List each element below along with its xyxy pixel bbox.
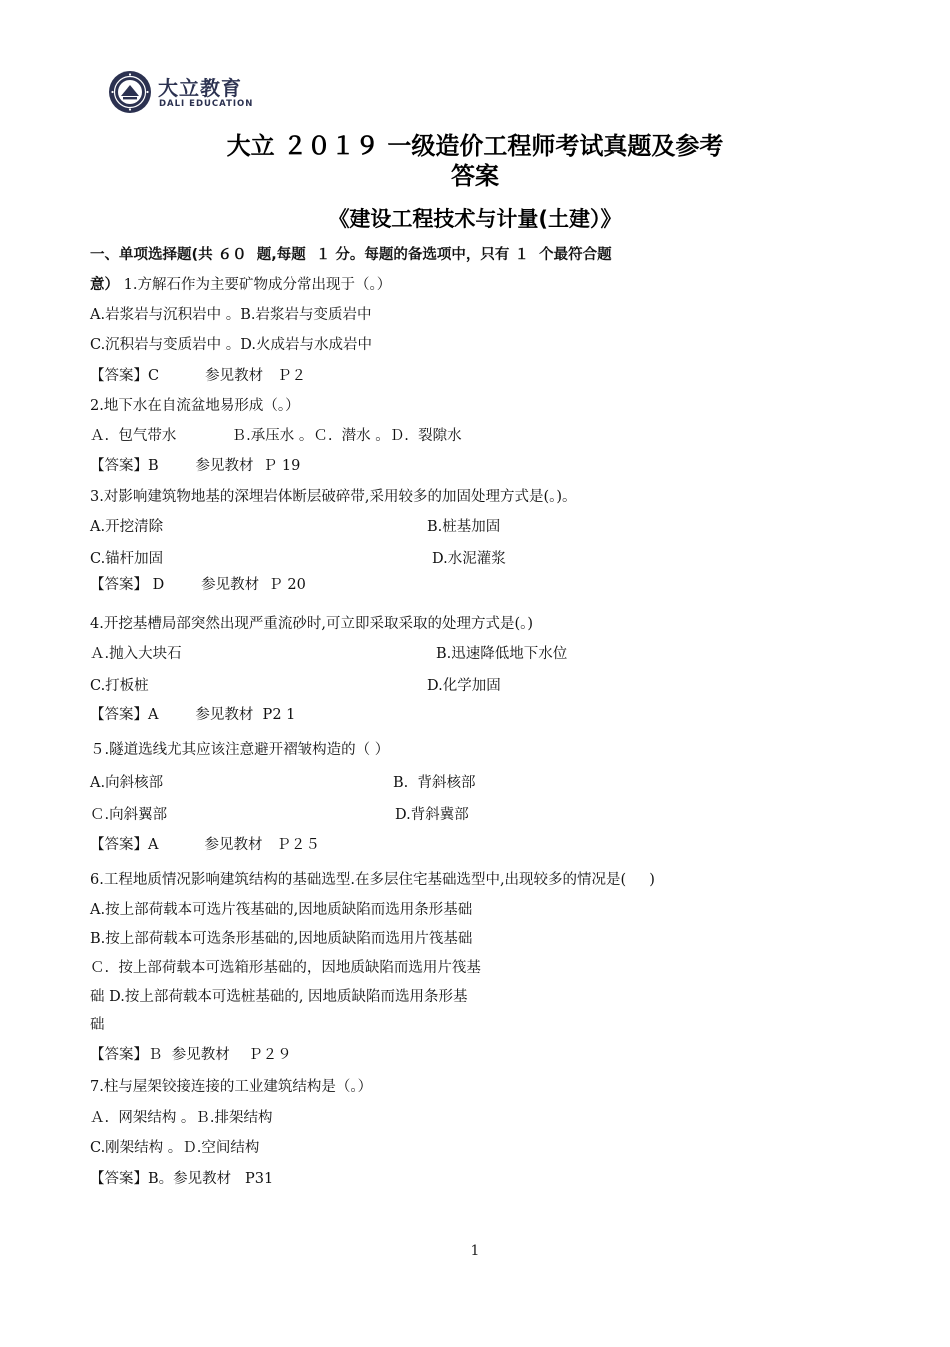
question-4-option-d: D.化学加固	[427, 678, 501, 694]
question-5-stem: ５.隧道选线尤其应该注意避开褶皱构造的（ ）	[90, 742, 390, 758]
question-6-option-line: 础	[90, 1017, 105, 1033]
question-4-option-a: Ａ.抛入大块石	[90, 646, 182, 662]
dali-education-logo	[108, 70, 258, 116]
question-3-option-a: A.开挖清除	[90, 519, 164, 535]
question-7-answer: 【答案】B。参见教材 P31	[90, 1171, 274, 1187]
question-1-option-line: A.岩浆岩与沉积岩中 。B.岩浆岩与变质岩中	[90, 307, 372, 323]
question-6-stem: 6.工程地质情况影响建筑结构的基础选型.在多层住宅基础选型中,出现较多的情况是( )	[90, 872, 655, 888]
question-1-option-line: C.沉积岩与变质岩中 。D.火成岩与水成岩中	[90, 337, 373, 353]
question-4-stem: 4.开挖基槽局部突然出现严重流砂时,可立即采取采取的处理方式是(。)	[90, 616, 534, 632]
section-heading-end: 意）	[90, 277, 119, 293]
question-2-option-line: Ａ. 包气带水 Ｂ.承压水 。Ｃ. 潜水 。Ｄ. 裂隙水	[90, 428, 462, 444]
document-subtitle: 《建设工程技术与计量(土建）》	[328, 207, 622, 231]
question-3-option-b: B.桩基加固	[427, 519, 501, 535]
question-3-stem: 3.对影响建筑物地基的深埋岩体断层破碎带,采用较多的加固处理方式是(。)。	[90, 489, 577, 505]
question-3-option-c: C.锚杆加固	[90, 551, 164, 567]
question-5-answer: 【答案】A 参见教材 Ｐ２５	[90, 837, 320, 853]
document-title-line2: 答案	[451, 162, 499, 190]
question-5-option-c: Ｃ.向斜翼部	[90, 807, 168, 823]
question-5-option-d: D.背斜冀部	[395, 807, 469, 823]
question-7-stem: 7.柱与屋架铰接连接的工业建筑结构是（。）	[90, 1079, 373, 1095]
question-7-option-line: Ａ. 网架结构 。Ｂ.排架结构	[90, 1110, 273, 1126]
question-6-answer: 【答案】Ｂ 参见教材 Ｐ２９	[90, 1047, 292, 1063]
question-2-stem: 2.地下水在自流盆地易形成（。）	[90, 398, 300, 414]
question-4-answer: 【答案】A 参见教材 P2 1	[90, 707, 296, 723]
question-3-answer: 【答案】 D 参见教材 Ｐ 20	[90, 577, 306, 593]
question-6-option-line: 础 D.按上部荷载本可选桩基础的, 因地质缺陷而选用条形基	[90, 989, 468, 1005]
logo-name-cn: 大立教育	[158, 76, 242, 100]
question-4-option-b: B.迅速降低地下水位	[436, 646, 568, 662]
logo-name-en: DALI EDUCATION	[159, 99, 254, 109]
question-7-option-line: C.刚架结构 。Ｄ.空间结构	[90, 1140, 260, 1156]
document-title-line1: 大立 ２０１９ 一级造价工程师考试真题及参考	[226, 132, 724, 160]
question-3-option-d: D.水泥灌浆	[432, 551, 506, 567]
page-number: 1	[470, 1243, 480, 1259]
question-1-stem: 1.方解石作为主要矿物成分常出现于（。）	[119, 277, 392, 293]
section-heading: 一、单项选择题(共 ６０ 题,每题 １ 分。每题的备选项中，只有 １ 个最符合题	[90, 247, 612, 263]
section-heading-continuation	[90, 276, 391, 294]
question-5-option-a: A.向斜核部	[90, 775, 164, 791]
seal-icon	[108, 70, 152, 114]
question-5-option-b: B. 背斜核部	[393, 775, 476, 791]
question-1-answer: 【答案】C 参见教材 Ｐ２	[90, 368, 307, 384]
question-6-option-line: Ｃ. 按上部荷载本可选箱形基础的，因地质缺陷而选用片筏基	[90, 960, 481, 976]
question-6-option-line: B.按上部荷载本可选条形基础的,因地质缺陷而选用片筏基础	[90, 931, 473, 947]
question-2-answer: 【答案】B 参见教材 Ｐ 19	[90, 458, 301, 474]
question-4-option-c: C.打板桩	[90, 678, 149, 694]
question-6-option-line: A.按上部荷载本可选片筏基础的,因地质缺陷而选用条形基础	[90, 902, 473, 918]
